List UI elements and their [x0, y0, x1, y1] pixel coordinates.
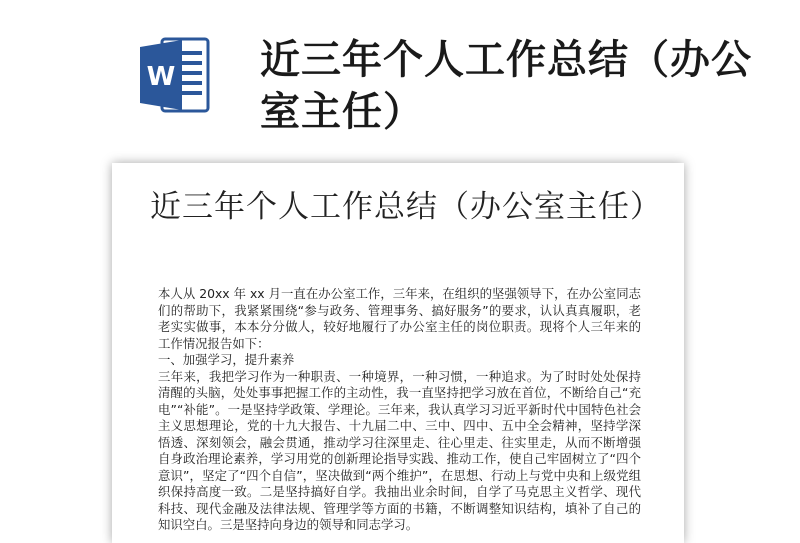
- document-title: 近三年个人工作总结（办公室主任）: [150, 189, 662, 225]
- section-heading: 一、加强学习，提升素养: [158, 352, 295, 367]
- word-document-icon: [140, 35, 212, 115]
- body-paragraph: 三年来，我把学习作为一种职责、一种境界，一种习惯，一种追求。为了时时处处保持清醒的头脑，处处事事把握工作的主动性，我一直坚持把学习放在首位，不断给自己“充电”“补能”。一是坚持学政策、学理论。三年来，我认真学习习近平新时代中国特色社会主义思想理论，党的十九大报告、十九届二中、三中、四中、五中全会精神，坚持学深悟透、深刻领会，融会贯通，推动学习往深里走、往心里走、往实里走，从而不断增强自身政治理论素养，学习用党的创新理论指导实践、推动工作，使自己牢固树立了“四个意识”，坚定了“四个自信”，坚决做到“两个维护”，在思想、行动上与党中央和上级党组织保持高度一致。二是坚持搞好自学。我抽出业余时间，自学了马克思主义哲学、现代科技、现代金融及法律法规、管理学等方面的书籍，不断调整知识结构，填补了自己的知识空白。三是坚持向身边的领导和同志学习。: [158, 368, 641, 532]
- header-title: 近三年个人工作总结（办公室主任）: [260, 37, 752, 135]
- word-icon-letter: W: [146, 62, 176, 92]
- intro-paragraph: 本人从 20xx 年 xx 月一直在办公室工作，三年来，在组织的坚强领导下，在办公室同志们的帮助下，我紧紧围绕“参与政务、管理事务、搞好服务”的要求，认认真真履职，老老实实做事，本本分分做人，较好地履行了办公室主任的岗位职责。现将个人三年来的工作情况报告如下：: [158, 286, 641, 351]
- document-body: [158, 286, 641, 534]
- header-banner: [0, 0, 800, 150]
